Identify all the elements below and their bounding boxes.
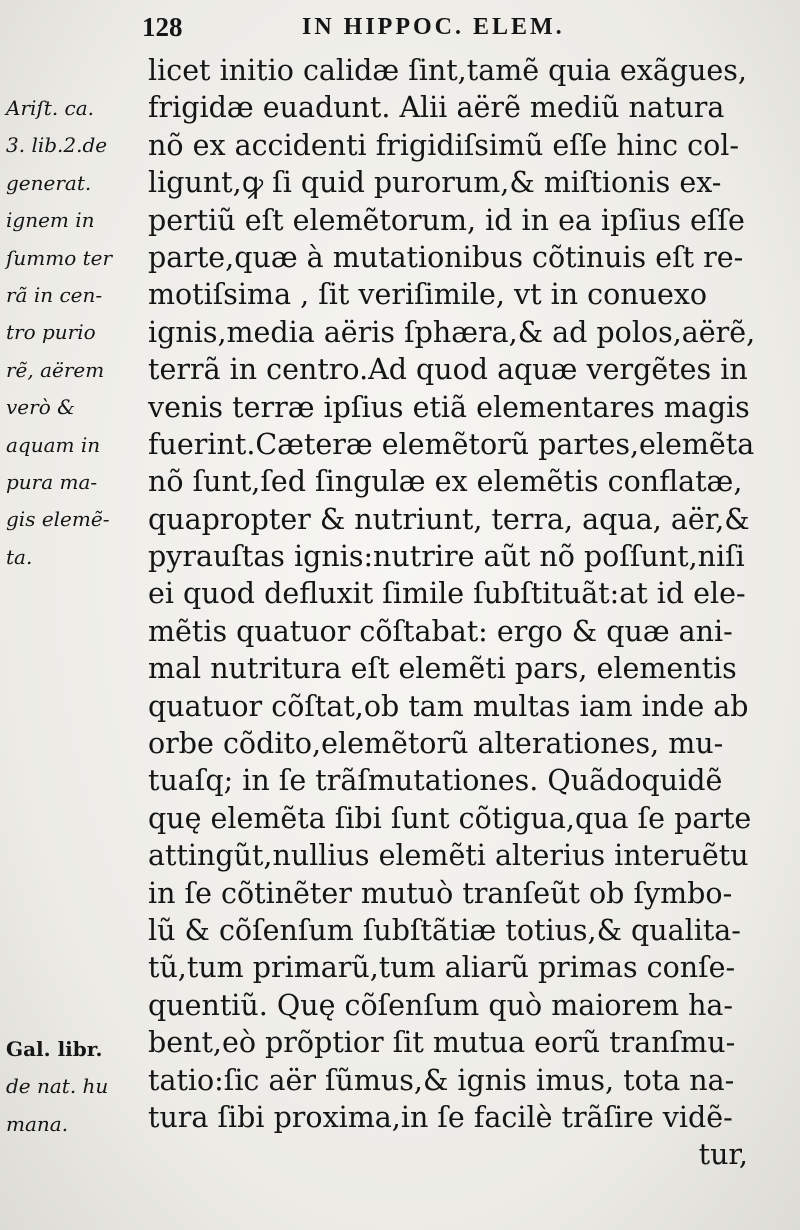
text-line: quentiũ. Quę cõſenſum quò maiorem ha- — [148, 988, 734, 1022]
margin-line: mana. — [6, 1111, 69, 1136]
text-line: tuaſq; in ſe trãſmutationes. Quãdoquidẽ — [148, 764, 723, 798]
text-line: ignis,media aëris ſphæra,& ad polos,aërẽ, — [148, 315, 756, 349]
text-line: quapropter & nutriunt, terra, aqua, aër,& — [148, 502, 750, 536]
margin-line: Gal. libr. — [6, 1037, 103, 1061]
page-header — [142, 12, 622, 52]
text-line: quę elemẽta ſibi ſunt cõtigua,qua ſe parte — [148, 801, 752, 835]
text-line: tatio:ſic aër ſũmus,& ignis imus, tota na- — [148, 1063, 735, 1097]
text-line: orbe cõdito,elemẽtorũ alterationes, mu- — [148, 727, 724, 761]
margin-line: rã in cen- — [6, 282, 103, 307]
text-line: mal nutritura eſt elemẽti pars, elementis — [148, 652, 737, 686]
text-line: terrã in centro.Ad quod aquæ vergẽtes in — [148, 353, 748, 387]
main-text-block — [148, 52, 756, 1174]
page-number: 128 — [142, 12, 183, 42]
text-line: motiſsima , ſit veriſimile, vt in conuexo — [148, 278, 708, 312]
margin-line: de nat. hu — [6, 1074, 109, 1099]
text-line: pertiũ eſt elemẽtorum, id in ea ipſius eſſe — [148, 203, 745, 237]
text-line: tura ſibi proxima,in ſe facilè trãſire vidẽ- — [148, 1100, 733, 1134]
text-line: venis terræ ipſius etiã elementares magis — [148, 390, 750, 424]
text-line: bent,eò prõptior ſit mutua eorũ tranſmu- — [148, 1026, 736, 1060]
text-line: pyrauſtas ignis:nutrire aũt nõ poſſunt,niſi — [148, 540, 745, 574]
margin-line: generat. — [6, 170, 92, 195]
margin-line: aquam in — [6, 432, 101, 457]
running-head: IN HIPPOC. ELEM. — [302, 14, 565, 40]
margin-line: rẽ, aërem — [6, 357, 105, 382]
text-line: quatuor cõſtat,ob tam multas iam inde ab — [148, 689, 749, 723]
text-line catchword-line: tur, — [698, 1138, 748, 1172]
margin-line: ſummo ter — [6, 245, 113, 270]
margin-line: ignem in — [6, 208, 95, 233]
margin-line: verò & — [6, 395, 75, 420]
text-line: tũ,tum primarũ,tum aliarũ primas conſe- — [148, 951, 736, 985]
margin-line: Ariſt. ca. — [6, 96, 95, 120]
margin-line: 3. lib.2.de — [6, 133, 108, 158]
text-line: nõ ſunt,ſed ſingulæ ex elemẽtis conflatæ, — [148, 465, 743, 499]
margin-note-aristotle — [6, 90, 151, 576]
text-line: nõ ex accidenti frigidiſsimũ eſſe hinc col- — [148, 128, 740, 162]
margin-line: pura ma- — [6, 469, 98, 494]
text-line: mẽtis quatuor cõſtabat: ergo & quæ ani- — [148, 614, 733, 648]
text-line: ligunt,ꝙ ſi quid purorum,& miſtionis ex- — [148, 166, 722, 200]
margin-line: gis elemẽ- — [6, 507, 110, 532]
text-line: lũ & cõſenſum ſubſtãtiæ totius,& qualita- — [148, 913, 741, 947]
text-line: frigidæ euadunt. Alii aërẽ mediũ natura — [148, 91, 725, 125]
text-line: in ſe cõtinẽter mutuò tranſeũt ob ſymbo- — [148, 876, 733, 910]
text-line: attingũt,nullius elemẽti alterius interuẽtu — [148, 839, 749, 873]
margin-note-galen — [6, 1031, 151, 1143]
text-line: fuerint.Cæteræ elemẽtorũ partes,elemẽta — [148, 427, 755, 461]
text-line: ei quod defluxit ſimile ſubſtituãt:at id ele- — [148, 577, 746, 611]
text-line: licet initio calidæ ſint,tamẽ quia exãgues, — [148, 54, 747, 87]
text-line: parte,quæ à mutationibus cõtinuis eſt re- — [148, 240, 744, 274]
margin-line: tro purio — [6, 320, 96, 345]
margin-line: ta. — [6, 544, 33, 569]
